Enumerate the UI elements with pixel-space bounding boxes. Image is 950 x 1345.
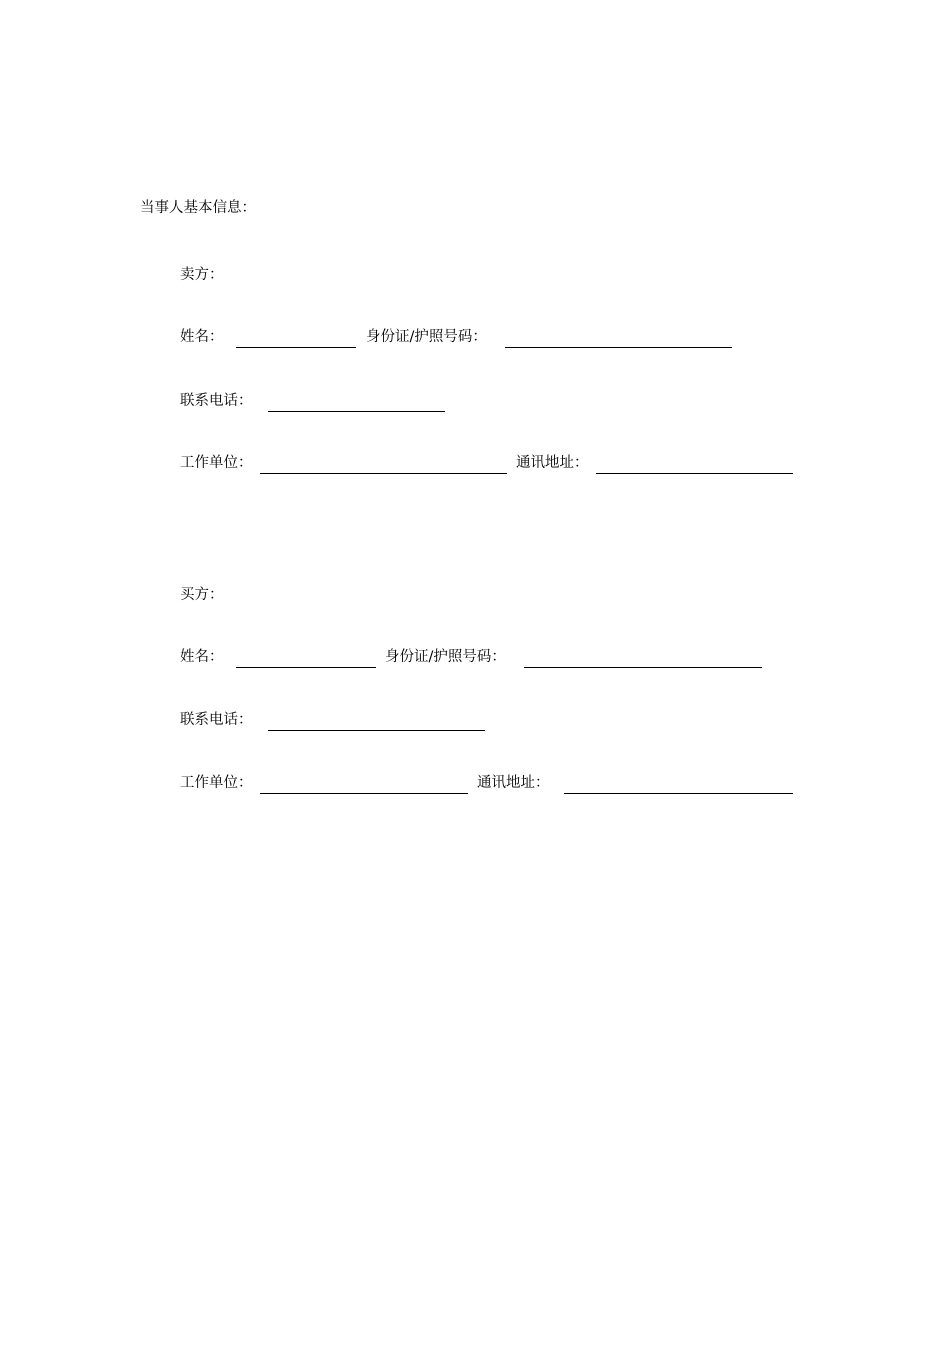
seller-heading-row (0, 264, 950, 286)
seller-name-row (0, 326, 950, 348)
seller-employer-field[interactable] (260, 452, 507, 474)
buyer-id-field[interactable] (524, 646, 762, 668)
buyer-phone-field[interactable] (268, 709, 485, 731)
seller-employer-row (0, 452, 950, 474)
seller-phone-field[interactable] (268, 390, 445, 412)
seller-name-field[interactable] (236, 326, 356, 348)
buyer-phone-row (0, 709, 950, 731)
buyer-phone-label: 联系电话： (180, 712, 253, 728)
seller-address-label: 通讯地址： (516, 455, 589, 471)
buyer-address-field[interactable] (564, 772, 793, 794)
buyer-employer-field[interactable] (260, 772, 468, 794)
buyer-heading-row (0, 584, 950, 606)
buyer-heading: 买方： (180, 587, 224, 603)
seller-employer-label: 工作单位： (180, 455, 253, 471)
seller-name-label: 姓名： (180, 329, 224, 345)
seller-address-field[interactable] (596, 452, 793, 474)
seller-phone-row (0, 390, 950, 412)
seller-id-field[interactable] (505, 326, 732, 348)
buyer-name-row (0, 646, 950, 668)
buyer-id-label: 身份证/护照号码： (385, 649, 506, 665)
seller-heading: 卖方： (180, 267, 224, 283)
buyer-address-label: 通讯地址： (477, 775, 550, 791)
section-title-row (0, 197, 950, 219)
buyer-employer-label: 工作单位： (180, 775, 253, 791)
buyer-employer-row (0, 772, 950, 794)
buyer-name-label: 姓名： (180, 649, 224, 665)
seller-phone-label: 联系电话： (180, 393, 253, 409)
buyer-name-field[interactable] (236, 646, 376, 668)
section-title: 当事人基本信息： (140, 200, 256, 216)
seller-id-label: 身份证/护照号码： (366, 329, 487, 345)
